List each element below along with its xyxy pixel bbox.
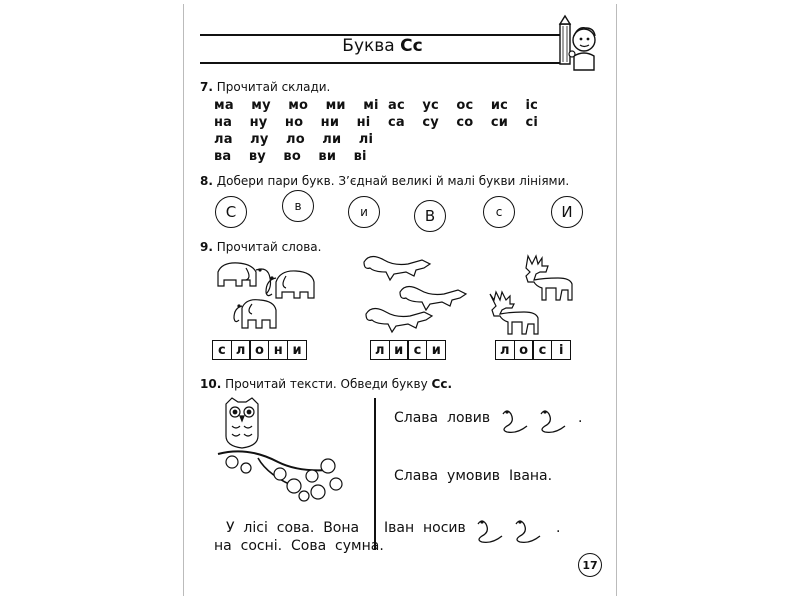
task8-instruction: Добери пари букв. З’єднай великі й малі букви лініями.: [216, 174, 570, 188]
header-bottom-rule: [200, 62, 565, 64]
syllable-row: на ну но ни ні: [214, 115, 371, 130]
letter-box: н: [268, 340, 288, 360]
task8-heading: [200, 174, 569, 188]
syllable-row: ма му мо ми мі: [214, 98, 379, 113]
letter-box: с: [212, 340, 232, 360]
task10-heading: [200, 377, 452, 391]
page-header: [200, 34, 565, 64]
text-line: Слава умовив Івана.: [394, 468, 553, 484]
letter-box: с: [407, 340, 427, 360]
syllable-row: са су со си сі: [388, 115, 539, 130]
text-line: У лісі сова. Вона: [226, 520, 360, 536]
pencil-boy-illustration: [552, 16, 602, 72]
task9-instruction: Прочитай слова.: [216, 240, 322, 254]
letter-box: о: [514, 340, 534, 360]
letter-box: и: [426, 340, 446, 360]
text-line: Іван носив: [384, 520, 466, 536]
snake-icons-pair: [497, 404, 577, 436]
letter-box: л: [495, 340, 515, 360]
owl-on-branch-illustration: [218, 396, 348, 508]
letter-box: о: [249, 340, 269, 360]
letter-box: с: [532, 340, 552, 360]
word-boxes-slony: [213, 340, 307, 360]
page-edge-right: [616, 4, 617, 596]
task10-number: 10.: [200, 377, 222, 391]
snake-icons-pair: [472, 514, 552, 546]
title-letters: Сс: [400, 36, 423, 56]
letter-circle[interactable]: И: [551, 196, 583, 228]
elephants-illustration: [212, 258, 332, 336]
letter-circle[interactable]: с: [483, 196, 515, 228]
foxes-illustration: [360, 250, 470, 338]
letter-box: і: [551, 340, 571, 360]
task8-number: 8.: [200, 174, 213, 188]
page-title: [200, 36, 565, 56]
letter-circle[interactable]: и: [348, 196, 380, 228]
page-edge-left: [183, 4, 184, 596]
moose-illustration: [488, 252, 600, 338]
sentence-end-dot: .: [578, 410, 583, 426]
sentence-end-dot: .: [556, 520, 561, 536]
syllable-row: ас ус ос ис іс: [388, 98, 539, 113]
letter-box: л: [370, 340, 390, 360]
task9-heading: [200, 240, 321, 254]
task9-number: 9.: [200, 240, 213, 254]
task7-instruction: Прочитай склади.: [216, 80, 331, 94]
task10-letters: Сс.: [431, 377, 453, 391]
letter-circle[interactable]: С: [215, 196, 247, 228]
title-prefix: Буква: [342, 36, 395, 56]
text-line: на сосні. Сова сумна.: [214, 538, 384, 554]
letter-circle[interactable]: В: [414, 200, 446, 232]
syllable-row: ла лу ло ли лі: [214, 132, 374, 147]
column-divider: [374, 398, 376, 550]
task7-number: 7.: [200, 80, 213, 94]
word-boxes-losi: [496, 340, 571, 360]
letter-circle[interactable]: в: [282, 190, 314, 222]
text-line: Слава ловив: [394, 410, 491, 426]
letter-box: и: [287, 340, 307, 360]
letter-box: л: [231, 340, 251, 360]
word-boxes-lysy: [371, 340, 446, 360]
task7-heading: [200, 80, 330, 94]
letter-box: и: [389, 340, 409, 360]
page-number: 17: [578, 553, 602, 577]
task10-instruction: Прочитай тексти. Обведи букву: [225, 377, 428, 391]
syllable-row: ва ву во ви ві: [214, 149, 367, 164]
